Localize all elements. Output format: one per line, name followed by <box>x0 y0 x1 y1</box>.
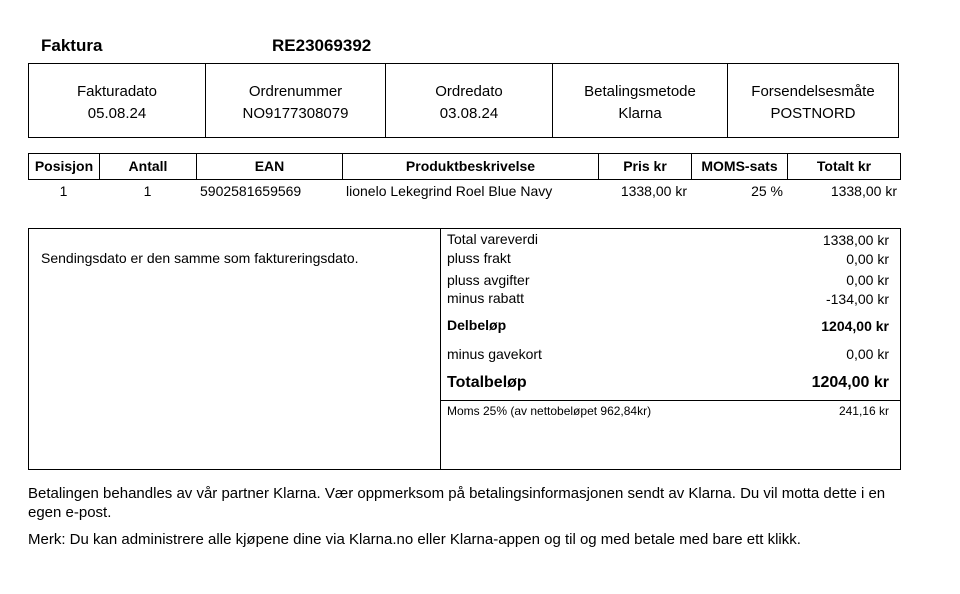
invoice-number: RE23069392 <box>272 36 372 55</box>
col-ean: EAN <box>197 154 343 179</box>
gavekort-value: 0,00 kr <box>846 346 889 362</box>
header-label: Ordredato <box>435 83 503 100</box>
cell-moms: 25 % <box>751 183 783 199</box>
totalbelop-label: Totalbeløp <box>447 374 527 391</box>
header-cell-ordrenummer <box>206 64 386 137</box>
header-value: Klarna <box>618 105 662 122</box>
col-posisjon: Posisjon <box>29 154 100 179</box>
header-cell-betalingsmetode <box>553 64 728 137</box>
frakt-label: pluss frakt <box>447 250 511 266</box>
shipping-note: Sendingsdato er den samme som faktureringsdato. <box>41 250 359 266</box>
cell-posisjon: 1 <box>59 183 68 199</box>
rabatt-value: -134,00 kr <box>825 291 889 307</box>
totalbelop-value: 1204,00 kr <box>811 374 889 391</box>
invoice-header-table <box>28 63 899 138</box>
avgifter-label: pluss avgifter <box>447 272 530 288</box>
gavekort-label: minus gavekort <box>447 346 542 362</box>
rabatt-label: minus rabatt <box>447 290 525 306</box>
total-vareverdi-value: 1338,00 kr <box>822 232 889 248</box>
col-totalt: Totalt kr <box>816 158 872 174</box>
footer-klarna-note: Merk: Du kan administrere alle kjøpene dine via Klarna.no eller Klarna-appen og til og med betale med bare ett klikk. <box>28 531 801 548</box>
col-produktbeskrivelse: Produktbeskrivelse <box>343 154 599 179</box>
delbelop-label: Delbeløp <box>447 317 507 333</box>
col-pris: Pris kr <box>599 154 692 179</box>
items-table-header <box>28 153 901 180</box>
header-value: POSTNORD <box>770 105 856 122</box>
moms-label: Moms 25% (av nettobeløpet 962,84kr) <box>447 404 652 418</box>
header-label: Fakturadato <box>76 83 158 100</box>
header-cell-ordredato <box>386 64 553 137</box>
cell-beskrivelse: lionelo Lekegrind Roel Blue Navy <box>346 183 553 199</box>
header-value: NO9177308079 <box>242 105 349 122</box>
header-value: 03.08.24 <box>439 105 499 122</box>
total-vareverdi-label: Total vareverdi <box>447 231 539 247</box>
header-label: Ordrenummer <box>248 83 343 100</box>
header-value: 05.08.24 <box>87 105 147 122</box>
avgifter-value: 0,00 kr <box>846 272 889 288</box>
col-antall: Antall <box>100 154 197 179</box>
header-label: Forsendelsesmåte <box>751 83 875 100</box>
header-label: Betalingsmetode <box>584 83 696 100</box>
moms-value: 241,16 kr <box>838 404 889 418</box>
cell-ean: 5902581659569 <box>200 183 302 199</box>
delbelop-value: 1204,00 kr <box>821 318 889 334</box>
cell-totalt: 1338,00 kr <box>830 183 897 199</box>
moms-divider <box>441 400 900 401</box>
frakt-value: 0,00 kr <box>846 251 889 267</box>
invoice-title: Faktura <box>41 36 103 55</box>
cell-pris: 1338,00 kr <box>620 183 687 199</box>
col-moms: MOMS-sats <box>692 154 788 179</box>
summary-divider <box>440 228 441 470</box>
footer-payment-note: Betalingen behandles av vår partner Klarna. Vær oppmerksom på betalingsinformasjonen sendt av Klarna. Du vil motta dette i en egen e-post. <box>28 485 886 521</box>
cell-antall: 1 <box>143 183 152 199</box>
header-cell-fakturadato <box>29 64 206 137</box>
header-cell-forsendelsesmate <box>728 64 898 137</box>
